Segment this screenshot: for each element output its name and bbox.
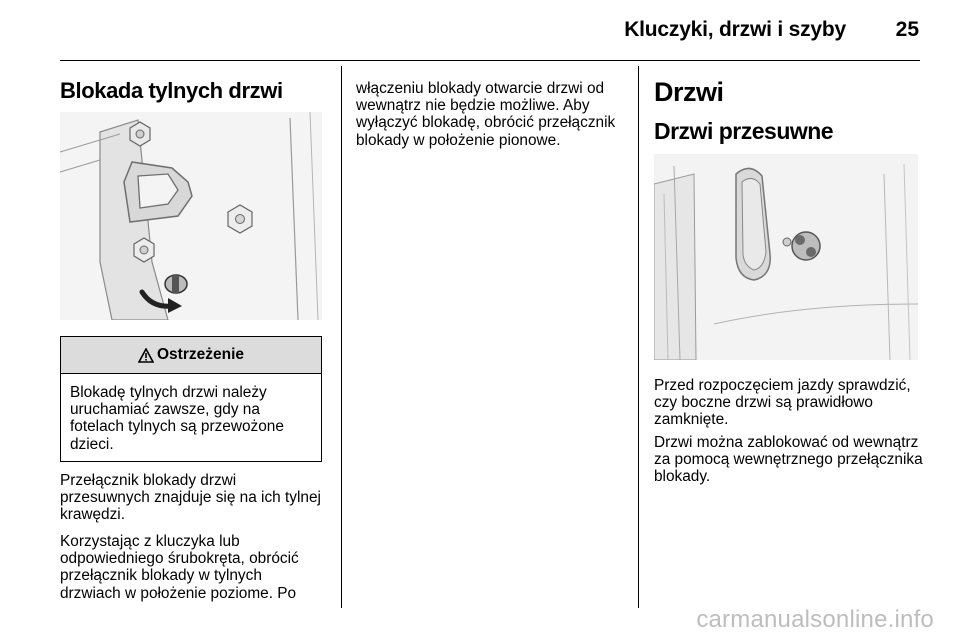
child-lock-illustration (60, 112, 322, 320)
warning-title: Ostrzeżenie (156, 346, 244, 363)
child-lock-drawing (60, 112, 322, 320)
sliding-door-drawing (654, 154, 918, 360)
paragraph-lock-continued: włączeniu blokady otwarcie drzwi od wewnątrz nie będzie możliwe. Aby wyłączyć blokadę, obrócić przełącznik blokady w położenie pionowe. (356, 80, 616, 149)
section-heading-rear-door-lock: Blokada tylnych drzwi (60, 78, 283, 103)
warning-text: Blokadę tylnych drzwi należy uruchamiać zawsze, gdy na fotelach tylnych są przewożone dzieci. (70, 384, 284, 453)
subheading-sliding-door: Drzwi przesuwne (654, 118, 834, 144)
page-number: 25 (895, 18, 919, 41)
paragraph-switch-location: Przełącznik blokady drzwi przesuwnych znajduje się na ich tylnej krawędzi. (60, 472, 321, 524)
running-header-title: Kluczyki, drzwi i szyby (624, 18, 846, 41)
warning-box (60, 336, 322, 462)
paragraph-activate-lock: Korzystając z kluczyka lub odpowiedniego śrubokręta, obrócić przełącznik blokady w tylnych drzwiach w położenie poziome. Po (60, 533, 299, 602)
paragraph-lock-from-inside: Drzwi można zablokować od wewnątrz za pomocą wewnętrznego przełącznika blokady. (654, 434, 923, 486)
warning-header (61, 337, 321, 374)
sliding-door-illustration (654, 154, 918, 360)
paragraph-check-doors: Przed rozpoczęciem jazdy sprawdzić, czy boczne drzwi są prawidłowo zamknięte. (654, 377, 911, 429)
section-heading-doors: Drzwi (654, 77, 724, 107)
header-divider (60, 60, 920, 61)
warning-triangle-icon (138, 348, 154, 363)
column-divider-left (341, 66, 342, 608)
watermark-text: carmanualsonline.info (696, 606, 934, 633)
column-divider-right (638, 66, 639, 608)
